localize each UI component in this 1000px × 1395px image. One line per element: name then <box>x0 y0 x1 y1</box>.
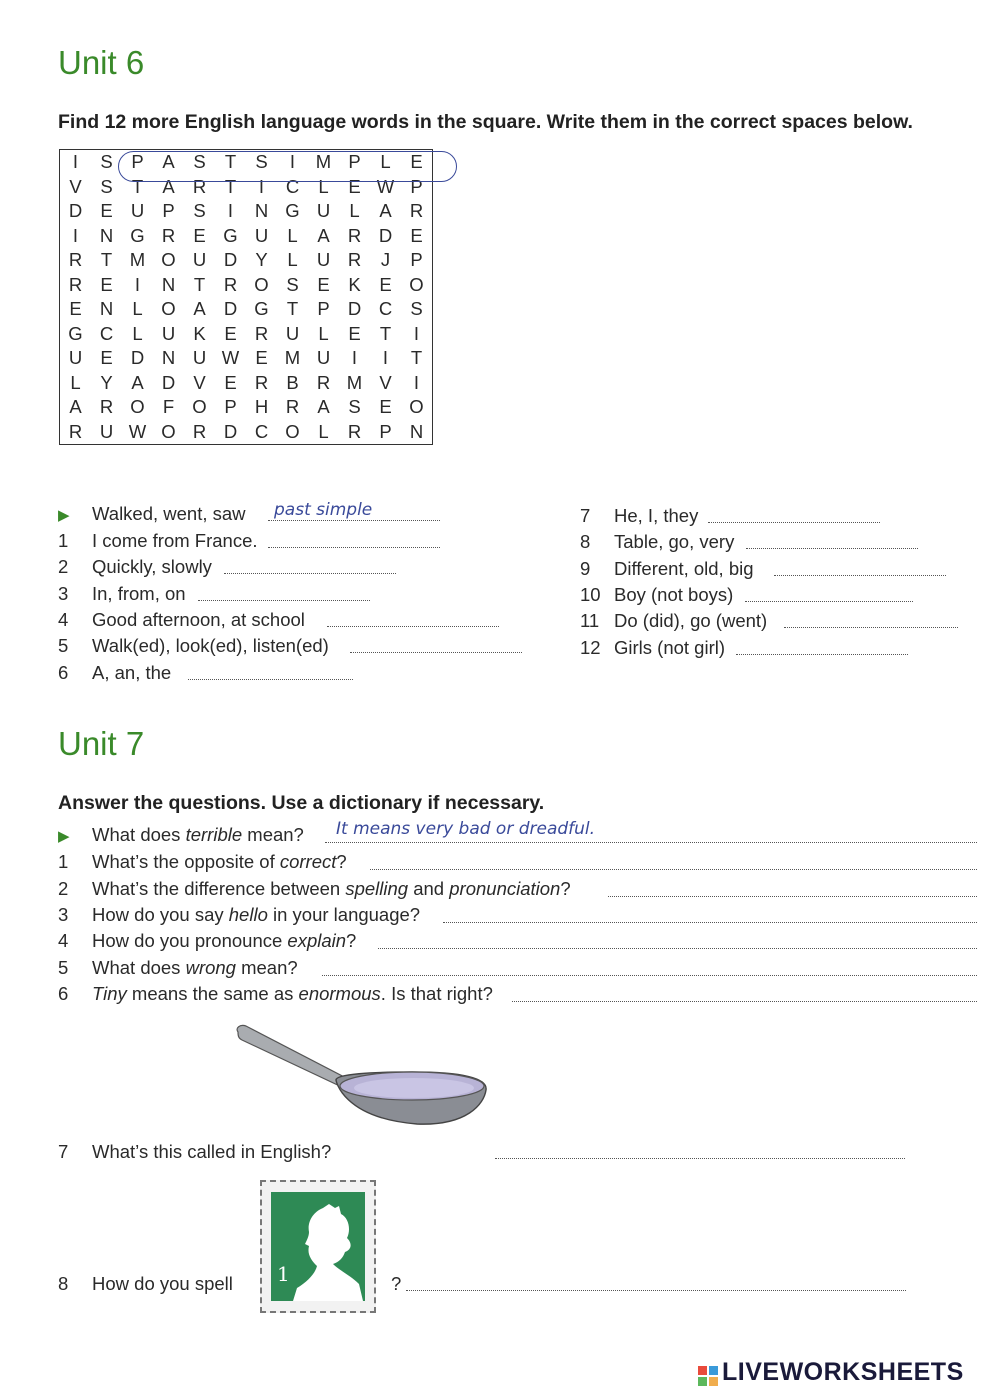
grid-letter[interactable]: L <box>318 420 329 442</box>
grid-letter[interactable]: A <box>69 396 82 418</box>
item-12 <box>580 637 725 659</box>
item-number: 8 <box>580 531 591 553</box>
grid-letter[interactable]: E <box>100 347 113 369</box>
grid-row <box>60 224 433 249</box>
answer-line-1[interactable] <box>268 547 440 548</box>
grid-letter[interactable]: P <box>317 298 330 320</box>
grid-letter[interactable]: R <box>285 396 300 418</box>
circled-answer-oval <box>118 151 457 182</box>
grid-letter[interactable]: D <box>223 298 238 320</box>
answer-line-8[interactable] <box>406 1290 906 1291</box>
grid-letter[interactable]: R <box>192 420 207 442</box>
unit-7-example: ▶ What does terrible mean? <box>58 824 304 848</box>
question-1: 1 What’s the opposite of correct? <box>58 851 347 872</box>
question-5: 5 What does wrong mean? <box>58 957 298 978</box>
unit-6-title: Unit 6 <box>58 44 145 81</box>
grid-letter[interactable]: I <box>413 322 420 344</box>
answer-line-3[interactable] <box>443 922 977 923</box>
grid-letter[interactable]: W <box>376 175 395 197</box>
grid-letter[interactable]: L <box>70 371 81 393</box>
grid-letter[interactable]: L <box>132 298 143 320</box>
grid-row <box>60 371 433 396</box>
grid-letter[interactable]: T <box>224 175 237 197</box>
grid-letter[interactable]: P <box>131 151 144 173</box>
grid-letter[interactable]: E <box>379 273 392 295</box>
item-4 <box>58 609 305 631</box>
grid-letter[interactable]: O <box>285 420 300 442</box>
example-answer-line <box>325 842 977 843</box>
grid-letter[interactable]: F <box>162 396 175 418</box>
grid-letter[interactable]: O <box>130 396 145 418</box>
grid-letter[interactable]: C <box>378 298 393 320</box>
arrow-icon: ▶ <box>58 828 70 845</box>
grid-letter[interactable]: O <box>161 298 176 320</box>
grid-letter[interactable]: H <box>254 396 269 418</box>
answer-line-2[interactable] <box>224 573 396 574</box>
grid-letter[interactable]: N <box>99 298 114 320</box>
grid-letter[interactable]: E <box>379 396 392 418</box>
grid-letter[interactable]: U <box>316 249 331 271</box>
grid-letter[interactable]: S <box>255 151 268 173</box>
grid-letter[interactable]: A <box>379 200 392 222</box>
grid-letter[interactable]: C <box>254 420 269 442</box>
answer-line-7[interactable] <box>708 522 880 523</box>
grid-letter[interactable]: N <box>161 273 176 295</box>
answer-line-4[interactable] <box>378 948 977 949</box>
grid-row <box>60 420 433 445</box>
answer-line-6[interactable] <box>512 1001 977 1002</box>
grid-letter[interactable]: V <box>69 175 82 197</box>
liveworksheets-icon <box>698 1366 718 1386</box>
grid-letter[interactable]: A <box>193 298 206 320</box>
grid-row <box>60 322 433 347</box>
grid-letter[interactable]: E <box>100 200 113 222</box>
grid-letter[interactable]: M <box>346 371 363 393</box>
grid-letter[interactable]: T <box>193 273 206 295</box>
grid-letter[interactable]: T <box>224 151 237 173</box>
grid-letter[interactable]: R <box>316 371 331 393</box>
grid-letter[interactable]: M <box>315 151 332 173</box>
answer-line-2[interactable] <box>608 896 977 897</box>
item-number: 6 <box>58 661 69 683</box>
grid-letter[interactable]: M <box>284 347 301 369</box>
question-3: 3 How do you say hello in your language? <box>58 904 421 925</box>
unit-7-instruction: Answer the questions. Use a dictionary if necessary. <box>58 792 545 814</box>
grid-letter[interactable]: P <box>410 175 423 197</box>
grid-letter[interactable]: E <box>410 224 423 246</box>
grid-letter[interactable]: R <box>68 420 83 442</box>
grid-letter[interactable]: N <box>161 347 176 369</box>
item-8 <box>580 531 734 553</box>
grid-letter[interactable]: D <box>130 347 145 369</box>
stamp-value: 1 <box>277 1262 290 1286</box>
grid-letter[interactable]: U <box>316 347 331 369</box>
grid-letter[interactable]: T <box>379 322 392 344</box>
grid-letter[interactable]: P <box>410 249 423 271</box>
grid-letter[interactable]: W <box>221 347 240 369</box>
grid-letter[interactable]: D <box>223 420 238 442</box>
grid-letter[interactable]: G <box>254 298 269 320</box>
grid-letter[interactable]: A <box>317 224 330 246</box>
grid-letter[interactable]: T <box>410 347 423 369</box>
grid-letter[interactable]: S <box>100 175 113 197</box>
item-text: He, I, they <box>614 505 699 526</box>
grid-letter[interactable]: G <box>285 200 300 222</box>
item-number: 7 <box>580 505 591 526</box>
grid-letter[interactable]: U <box>68 347 83 369</box>
grid-letter[interactable]: U <box>99 420 114 442</box>
liveworksheets-logo[interactable] <box>698 1358 964 1387</box>
grid-letter[interactable]: G <box>223 224 238 246</box>
grid-letter[interactable]: O <box>192 396 207 418</box>
item-text: Boy (not boys) <box>614 583 734 605</box>
grid-letter[interactable]: N <box>409 420 424 442</box>
answer-line-11[interactable] <box>784 627 958 628</box>
grid-letter[interactable]: N <box>254 200 269 222</box>
grid-letter[interactable]: L <box>287 249 298 271</box>
grid-letter[interactable]: S <box>348 396 361 418</box>
grid-letter[interactable]: R <box>223 273 238 295</box>
grid-letter[interactable]: E <box>348 322 361 344</box>
grid-letter[interactable]: R <box>68 273 83 295</box>
grid-letter[interactable]: U <box>130 200 145 222</box>
item-text: In, from, on <box>92 582 186 604</box>
grid-letter[interactable]: P <box>162 200 175 222</box>
grid-letter[interactable]: I <box>351 347 358 369</box>
liveworksheets-brand: LIVEWORKSHEETS <box>722 1358 964 1386</box>
grid-letter[interactable]: D <box>347 298 362 320</box>
grid-letter[interactable]: I <box>227 200 234 222</box>
grid-letter[interactable]: U <box>192 249 207 271</box>
grid-letter[interactable]: R <box>68 249 83 271</box>
item-text: Do (did), go (went) <box>614 610 768 632</box>
grid-letter[interactable]: K <box>348 273 361 295</box>
item-7 <box>580 505 698 527</box>
grid-row <box>60 346 433 371</box>
grid-row <box>60 297 433 322</box>
grid-letter[interactable]: E <box>410 151 423 173</box>
grid-letter[interactable]: R <box>254 371 269 393</box>
item-number: 10 <box>580 583 601 605</box>
answer-line-12[interactable] <box>736 654 908 655</box>
item-6 <box>58 662 171 684</box>
grid-letter[interactable]: R <box>161 224 176 246</box>
item-3 <box>58 583 186 605</box>
item-number: 4 <box>58 608 69 630</box>
grid-letter[interactable]: B <box>286 371 299 393</box>
grid-row <box>60 395 433 420</box>
grid-letter[interactable]: L <box>318 175 329 197</box>
grid-letter[interactable]: O <box>161 420 176 442</box>
grid-letter[interactable]: T <box>286 298 299 320</box>
grid-letter[interactable]: E <box>69 298 82 320</box>
grid-letter[interactable]: I <box>289 151 296 173</box>
grid-letter[interactable]: R <box>99 396 114 418</box>
grid-letter[interactable]: S <box>193 151 206 173</box>
postage-stamp-image <box>260 1180 376 1313</box>
grid-letter[interactable]: U <box>192 347 207 369</box>
grid-letter[interactable]: D <box>223 249 238 271</box>
grid-letter[interactable]: L <box>318 322 329 344</box>
grid-row <box>60 199 433 224</box>
item-text: I come from France. <box>92 530 258 551</box>
grid-letter[interactable]: I <box>72 224 79 246</box>
grid-letter[interactable]: R <box>192 175 207 197</box>
item-1 <box>58 530 258 552</box>
grid-letter[interactable]: I <box>72 151 79 173</box>
grid-letter[interactable]: A <box>162 175 175 197</box>
grid-letter[interactable]: P <box>348 151 361 173</box>
grid-letter[interactable]: A <box>131 371 144 393</box>
grid-letter[interactable]: D <box>378 224 393 246</box>
grid-letter[interactable]: V <box>193 371 206 393</box>
item-number: 3 <box>58 582 69 604</box>
item-11 <box>580 610 767 632</box>
item-text: Girls (not girl) <box>614 636 726 658</box>
item-5 <box>58 635 329 657</box>
item-text: Good afternoon, at school <box>92 608 305 630</box>
grid-letter[interactable]: D <box>161 371 176 393</box>
grid-letter[interactable]: L <box>287 224 298 246</box>
grid-letter[interactable]: E <box>255 347 268 369</box>
grid-letter[interactable]: C <box>99 322 114 344</box>
grid-letter[interactable]: P <box>224 396 237 418</box>
grid-letter[interactable]: V <box>379 371 392 393</box>
grid-letter[interactable]: O <box>409 273 424 295</box>
arrow-icon: ▶ <box>58 507 70 524</box>
answer-line-4[interactable] <box>327 626 499 627</box>
grid-row <box>60 273 433 298</box>
answer-line-3[interactable] <box>198 600 370 601</box>
grid-letter[interactable]: G <box>68 322 83 344</box>
unit-6-example: ▶ Walked, went, saw <box>58 503 246 527</box>
grid-letter[interactable]: E <box>348 175 361 197</box>
grid-letter[interactable]: T <box>100 249 113 271</box>
queen-silhouette-icon <box>293 1204 363 1301</box>
grid-letter[interactable]: S <box>100 151 113 173</box>
grid-letter[interactable]: I <box>413 371 420 393</box>
item-10 <box>580 584 733 606</box>
answer-line-5[interactable] <box>322 975 977 976</box>
unit-7-title: Unit 7 <box>58 725 145 762</box>
example-answer: past simple <box>274 500 373 520</box>
grid-letter[interactable]: G <box>130 224 145 246</box>
question-8: 8 How do you spell <box>58 1273 233 1294</box>
item-number: 11 <box>580 610 600 632</box>
grid-letter[interactable]: P <box>379 420 392 442</box>
item-number: 9 <box>580 557 591 579</box>
item-2 <box>58 556 212 578</box>
answer-line-10[interactable] <box>745 601 913 602</box>
grid-letter[interactable]: E <box>317 273 330 295</box>
grid-letter[interactable]: K <box>193 322 206 344</box>
grid-letter[interactable]: U <box>316 200 331 222</box>
grid-letter[interactable]: I <box>382 347 389 369</box>
grid-letter[interactable]: C <box>285 175 300 197</box>
grid-letter[interactable]: Y <box>100 371 113 393</box>
answer-line-5[interactable] <box>350 652 522 653</box>
grid-letter[interactable]: R <box>347 249 362 271</box>
question-6: 6 Tiny means the same as enormous. Is that right? <box>58 983 493 1004</box>
item-9 <box>580 558 754 580</box>
answer-line-1[interactable] <box>370 869 977 870</box>
grid-letter[interactable]: A <box>317 396 330 418</box>
grid-letter[interactable]: I <box>258 175 265 197</box>
item-text: Table, go, very <box>614 531 735 553</box>
example-answer-line <box>268 520 440 521</box>
grid-letter[interactable]: W <box>128 420 147 442</box>
grid-letter[interactable]: E <box>193 224 206 246</box>
item-number: 2 <box>58 556 69 578</box>
grid-letter[interactable]: T <box>131 175 144 197</box>
grid-row <box>60 248 433 273</box>
grid-letter[interactable]: S <box>286 273 299 295</box>
question-2: 2 What’s the difference between spelling and pronunciation? <box>58 878 571 899</box>
grid-letter[interactable]: R <box>347 420 362 442</box>
word-search-grid <box>59 149 433 445</box>
grid-letter[interactable]: J <box>380 249 391 271</box>
grid-letter[interactable]: D <box>68 200 83 222</box>
grid-letter[interactable]: U <box>285 322 300 344</box>
grid-letter[interactable]: A <box>162 151 175 173</box>
grid-letter[interactable]: S <box>193 200 206 222</box>
grid-letter[interactable]: O <box>254 273 269 295</box>
grid-letter[interactable]: Y <box>255 249 268 271</box>
grid-letter[interactable]: R <box>409 200 424 222</box>
example-answer-text: It means very bad or dreadful. <box>336 819 596 839</box>
item-number: 1 <box>58 530 69 551</box>
answer-line-7[interactable] <box>495 1158 905 1159</box>
item-text: Quickly, slowly <box>92 556 212 578</box>
item-text: Walk(ed), look(ed), listen(ed) <box>92 635 329 657</box>
grid-letter[interactable]: E <box>100 273 113 295</box>
frying-pan-image <box>232 1020 492 1130</box>
grid-letter[interactable]: U <box>161 322 176 344</box>
answer-line-9[interactable] <box>774 575 946 576</box>
item-text: Different, old, big <box>614 557 754 579</box>
grid-letter[interactable]: S <box>410 298 423 320</box>
grid-letter[interactable]: L <box>349 200 360 222</box>
grid-letter[interactable]: N <box>99 224 114 246</box>
grid-letter[interactable]: U <box>254 224 269 246</box>
grid-letter[interactable]: M <box>129 249 146 271</box>
grid-letter[interactable]: L <box>380 151 391 173</box>
stamp-face <box>271 1192 365 1301</box>
question-4: 4 How do you pronounce explain? <box>58 930 357 951</box>
unit-6-instruction: Find 12 more English language words in the square. Write them in the correct spaces below. <box>58 111 913 133</box>
grid-letter[interactable]: R <box>254 322 269 344</box>
answer-line-6[interactable] <box>188 679 353 680</box>
answer-line-8[interactable] <box>746 548 918 549</box>
grid-letter[interactable]: O <box>161 249 176 271</box>
grid-letter[interactable]: O <box>409 396 424 418</box>
grid-letter[interactable]: R <box>347 224 362 246</box>
item-text: A, an, the <box>92 661 172 683</box>
question-8-mark: ? <box>391 1273 402 1294</box>
question-7: 7 What’s this called in English? <box>58 1141 332 1162</box>
item-number: 12 <box>580 636 601 658</box>
item-number: 5 <box>58 635 69 657</box>
grid-letter[interactable]: L <box>132 322 143 344</box>
grid-letter[interactable]: E <box>224 322 237 344</box>
grid-letter[interactable]: I <box>134 273 141 295</box>
grid-letter[interactable]: E <box>224 371 237 393</box>
